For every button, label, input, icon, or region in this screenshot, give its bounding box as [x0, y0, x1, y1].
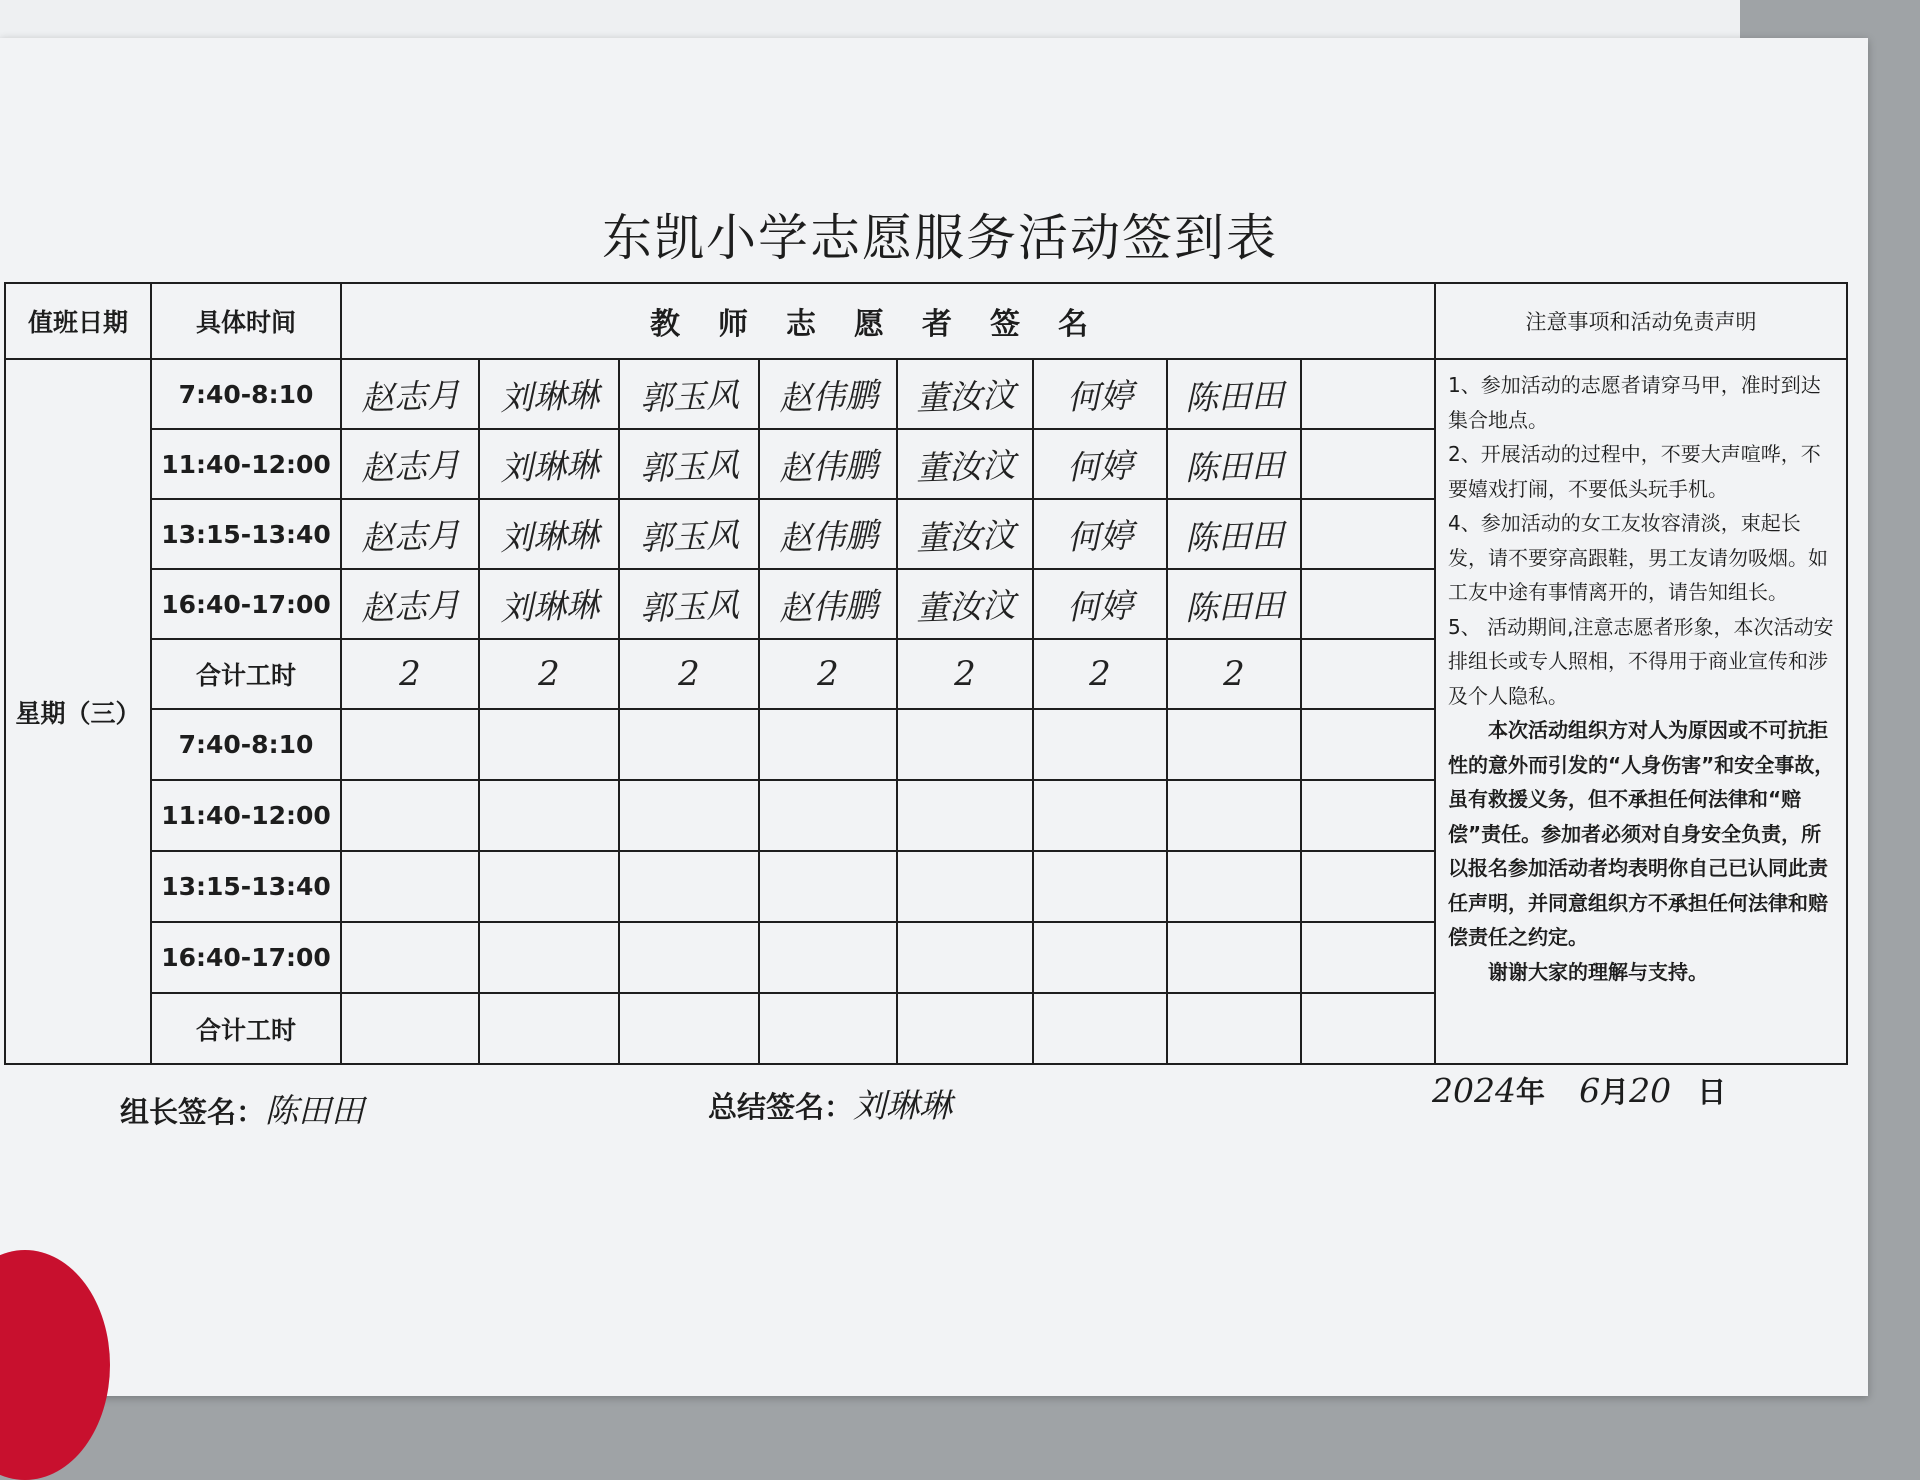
signature: 刘琳琳 [498, 374, 600, 418]
signature: 刘琳琳 [498, 444, 600, 488]
header-time: 具体时间 [151, 283, 341, 359]
signature: 何婷 [1066, 375, 1134, 417]
page-title: 东凯小学志愿服务活动签到表 [602, 209, 1278, 267]
time-slot: 11:40-12:00 [151, 780, 341, 851]
time-slot: 16:40-17:00 [151, 569, 341, 639]
leader-label: 组长签名： [120, 1095, 266, 1129]
total-hours: 2 [954, 654, 976, 694]
signature: 郭玉风 [638, 514, 740, 558]
signature: 郭玉风 [638, 374, 740, 418]
signature: 董汝汶 [914, 444, 1016, 488]
signature: 何婷 [1066, 585, 1134, 627]
note-item: 4、参加活动的女工友妆容清淡，束起长发，请不要穿高跟鞋，男工友请勿吸烟。如工友中途有事情离开的，请告知组长。 [1448, 511, 1828, 604]
total-hours: 2 [1223, 654, 1245, 694]
signature: 董汝汶 [914, 374, 1016, 418]
empty-cell [1301, 359, 1435, 429]
date-month: 6 [1579, 1071, 1601, 1110]
note-item: 1、参加活动的志愿者请穿马甲，准时到达集合地点。 [1448, 373, 1821, 432]
signature: 董汝汶 [914, 514, 1016, 558]
summary-label: 总结签名： [708, 1090, 854, 1124]
sign-in-table [4, 282, 1848, 1065]
leader-signature: 陈田田 [265, 1091, 365, 1130]
signature: 赵志月 [359, 584, 461, 628]
signature: 刘琳琳 [498, 514, 600, 558]
header-volunteers: 教师志愿者签名 [341, 283, 1435, 359]
signing-date [1432, 1070, 1726, 1111]
total-hours: 2 [1089, 654, 1111, 694]
summary-signature-line [708, 1080, 952, 1127]
signature: 赵志月 [359, 514, 461, 558]
empty-cell [1301, 569, 1435, 639]
total-hours: 2 [678, 654, 700, 694]
signature: 陈田田 [1183, 584, 1285, 628]
summary-signature: 刘琳琳 [853, 1086, 953, 1125]
empty-cell [1301, 639, 1435, 709]
signature: 赵伟鹏 [777, 374, 879, 418]
signature: 赵志月 [359, 444, 461, 488]
disclaimer: 本次活动组织方对人为原因或不可抗拒性的意外而引发的“人身伤害”和安全事故，虽有救援义务，但不承担任何法律和“赔偿”责任。参加者必须对自身安全负责，所以报名参加活动者均表明你自己已认同此责任声明，并同意组织方不承担任何法律和赔偿责任之约定。 [1448, 718, 1835, 949]
total-hours: 2 [817, 654, 839, 694]
date-day-unit: 日 [1697, 1075, 1727, 1109]
date-year-unit: 年 [1515, 1075, 1545, 1109]
signature: 赵伟鹏 [777, 584, 879, 628]
time-slot: 7:40-8:10 [151, 709, 341, 780]
leader-signature-line [120, 1085, 364, 1132]
date-day: 20 [1629, 1071, 1672, 1110]
signature: 何婷 [1066, 515, 1134, 557]
time-slot: 7:40-8:10 [151, 359, 341, 429]
signature: 陈田田 [1183, 444, 1285, 488]
date-month-unit: 月 [1600, 1075, 1630, 1109]
total-label: 合计工时 [151, 993, 341, 1064]
table-row [5, 359, 1847, 429]
empty-cell [1301, 429, 1435, 499]
date-year: 2024 [1432, 1071, 1516, 1110]
note-item: 5、 活动期间,注意志愿者形象，本次活动安排组长或专人照相，不得用于商业宣传和涉及个人隐私。 [1448, 614, 1834, 708]
signature: 陈田田 [1183, 514, 1285, 558]
time-slot: 13:15-13:40 [151, 851, 341, 922]
signature: 刘琳琳 [498, 584, 600, 628]
total-hours: 2 [538, 654, 560, 694]
signature: 郭玉风 [638, 584, 740, 628]
day-label: 星期（三） [5, 359, 151, 1064]
empty-cell [1301, 499, 1435, 569]
signature: 赵伟鹏 [777, 514, 879, 558]
signature: 郭玉风 [638, 444, 740, 488]
total-label: 合计工时 [151, 639, 341, 709]
signature: 陈田田 [1183, 374, 1285, 418]
signature: 赵志月 [359, 374, 461, 418]
signature: 赵伟鹏 [777, 444, 879, 488]
time-slot: 13:15-13:40 [151, 499, 341, 569]
notes-panel [1435, 359, 1847, 1064]
signature: 何婷 [1066, 445, 1134, 487]
header-row [5, 283, 1847, 359]
total-hours: 2 [399, 654, 421, 694]
header-notes: 注意事项和活动免责声明 [1435, 283, 1847, 359]
time-slot: 11:40-12:00 [151, 429, 341, 499]
signature: 董汝汶 [914, 584, 1016, 628]
time-slot: 16:40-17:00 [151, 922, 341, 993]
thanks: 谢谢大家的理解与支持。 [1488, 959, 1708, 984]
note-item: 2、开展活动的过程中，不要大声喧哗，不要嬉戏打闹，不要低头玩手机。 [1448, 442, 1821, 501]
header-date: 值班日期 [5, 283, 151, 359]
